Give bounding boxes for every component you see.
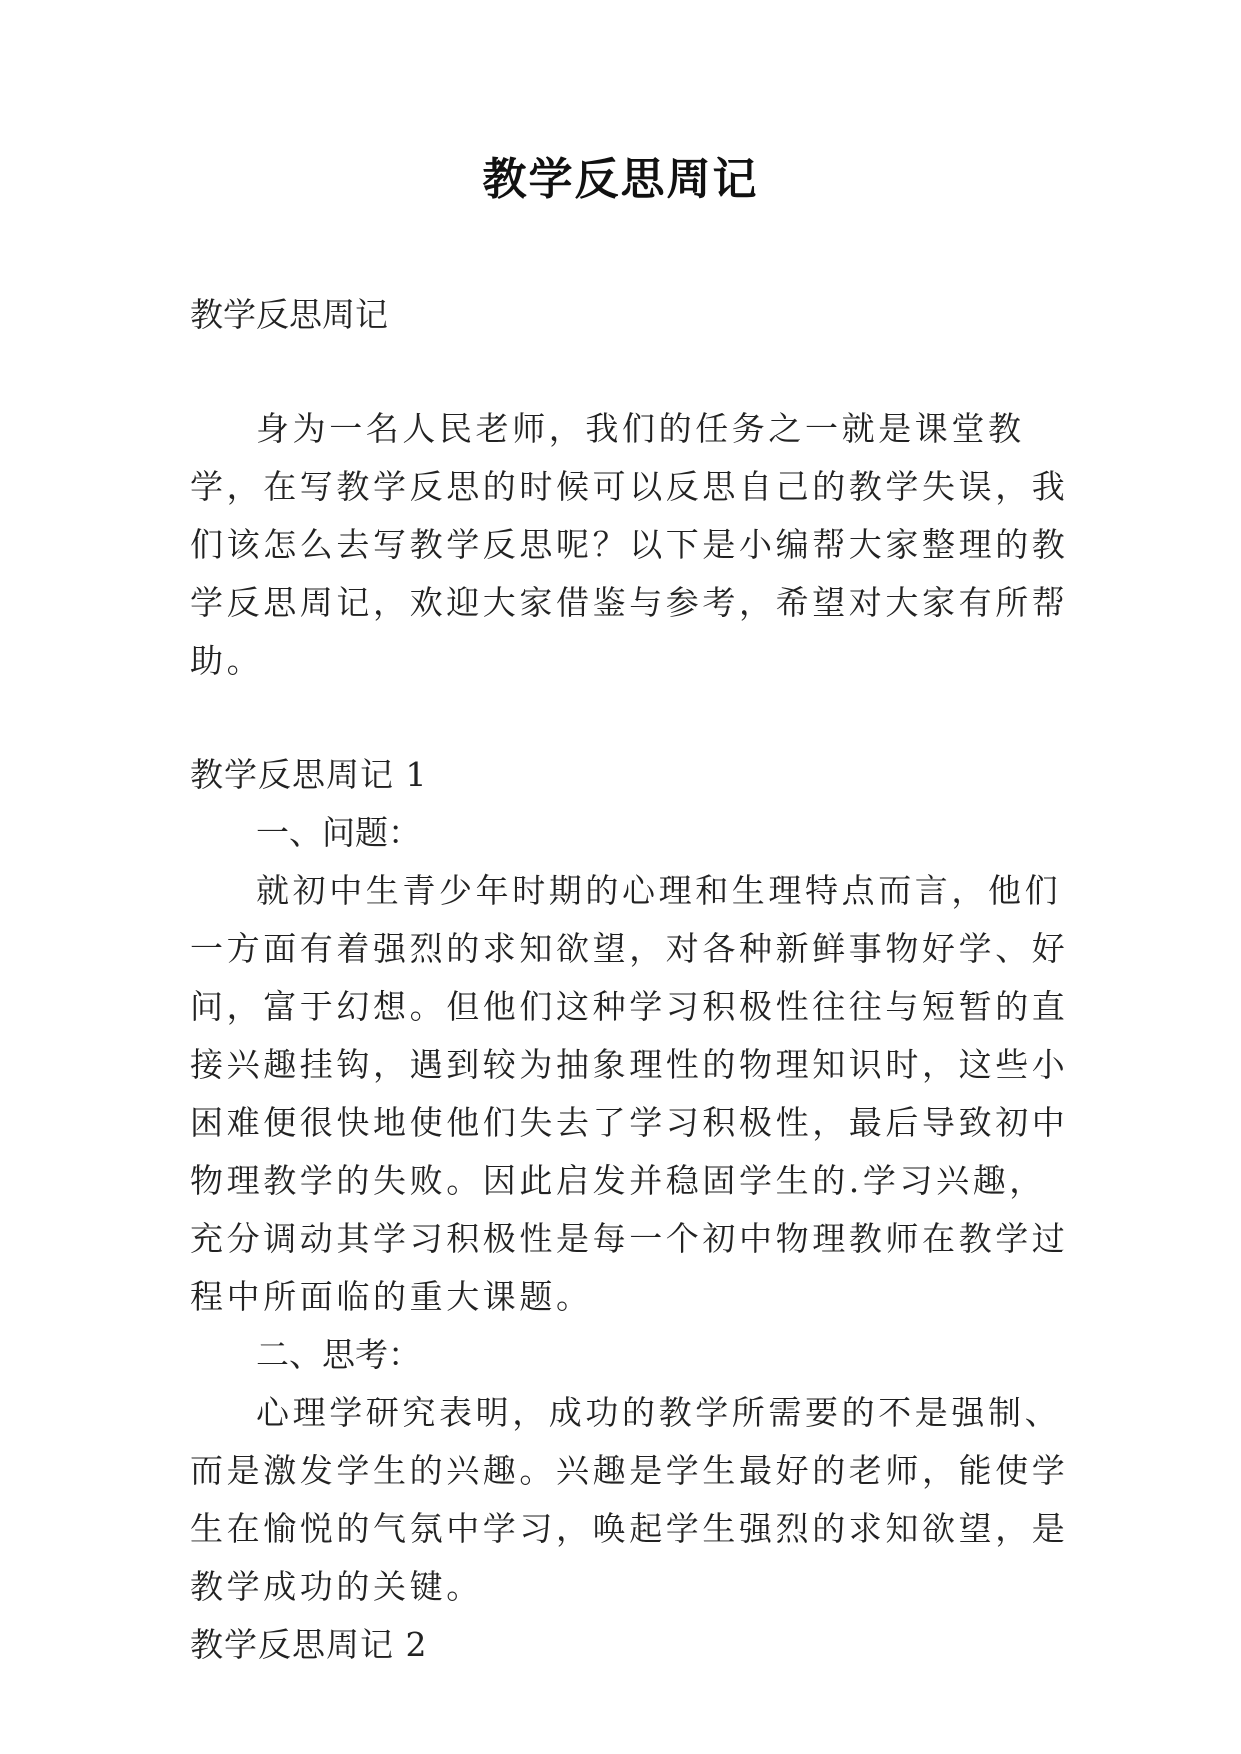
- problem-paragraph: 就初中生青少年时期的心理和生理特点而言，他们一方面有着强烈的求知欲望，对各种新鲜事物好学、好问，富于幻想。但他们这种学习积极性往往与短暂的直接兴趣挂钩，遇到较为抽象理性的物理知识时，这些小困难便很快地使他们失去了学习积极性，最后导致初中物理教学的失败。因此启发并稳固学生的.学习兴趣，充分调动其学习积极性是每一个初中物理教师在教学过程中所面临的重大课题。: [190, 871, 1069, 1316]
- intro-paragraph: 身为一名人民老师，我们的任务之一就是课堂教学，在写教学反思的时候可以反思自己的教学失误，我们该怎么去写教学反思呢？以下是小编帮大家整理的教学反思周记，欢迎大家借鉴与参考，希望对大家有所帮助。: [190, 409, 1069, 680]
- problem-heading: 一、问题：: [256, 813, 421, 852]
- document-subtitle: 教学反思周记: [190, 295, 388, 334]
- thinking-heading: 二、思考：: [256, 1335, 421, 1374]
- section-heading-1: 教学反思周记 1: [190, 755, 428, 794]
- thinking-paragraph: 心理学研究表明，成功的教学所需要的不是强制、而是激发学生的兴趣。兴趣是学生最好的老师，能使学生在愉悦的气氛中学习，唤起学生强烈的求知欲望，是教学成功的关键。: [190, 1393, 1069, 1606]
- document-title: 教学反思周记: [482, 154, 759, 205]
- section-heading-2: 教学反思周记 2: [190, 1625, 428, 1664]
- document-body: [190, 286, 1070, 1674]
